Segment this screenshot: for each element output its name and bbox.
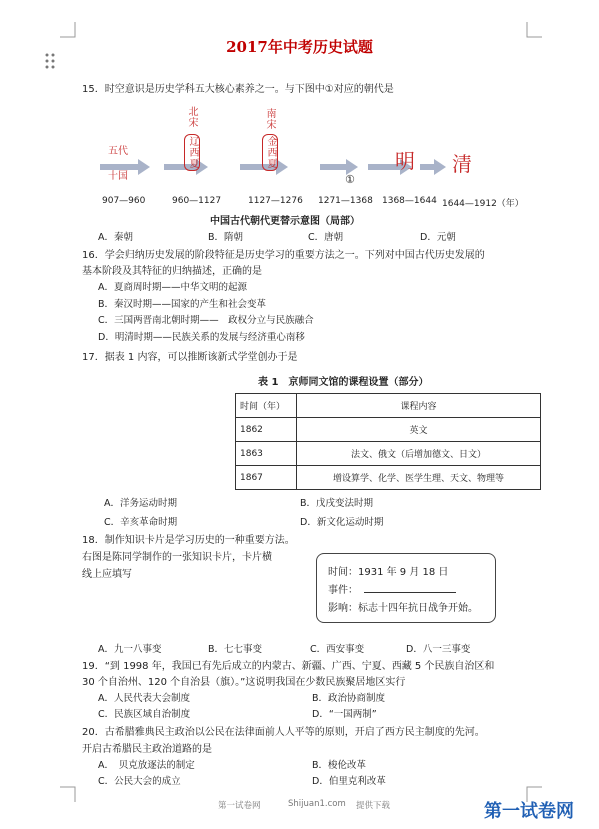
- label-xixia-2: 西夏: [265, 147, 276, 169]
- table-cell-content: 法文、俄文（后增加德文、日文）: [297, 442, 541, 466]
- q17-option-d[interactable]: D．新文化运动时期: [300, 517, 384, 528]
- table-header-row: [236, 394, 541, 418]
- q20-stem-line2: 开启古希腊民主政治道路的是: [82, 744, 212, 755]
- table-header-time: 时间（年）: [236, 394, 297, 418]
- q19-option-c[interactable]: C．民族区域自治制度: [98, 709, 191, 720]
- q16-stem-line1: 16．学会归纳历史发展的阶段特征是历史学习的重要方法之一。下列对中国古代历史发展的: [82, 250, 485, 261]
- q19-option-a[interactable]: A．人民代表大会制度: [98, 693, 190, 704]
- q16-stem-line2: 基本阶段及其特征的归纳描述，正确的是: [82, 266, 262, 277]
- q15-option-d[interactable]: D．元朝: [420, 232, 456, 243]
- timeline-caption: 中国古代朝代更替示意图（局部）: [210, 216, 360, 227]
- q15-option-b[interactable]: B．隋朝: [208, 232, 244, 243]
- q17-option-a[interactable]: A．洋务运动时期: [104, 498, 177, 509]
- q20-option-c[interactable]: C．公民大会的成立: [98, 776, 181, 787]
- crop-mark-bottom-left: [60, 786, 76, 802]
- table-header-content: 课程内容: [297, 394, 541, 418]
- table-cell-year: 1867: [236, 466, 297, 490]
- label-ming: 明: [395, 149, 415, 173]
- q15-option-a[interactable]: A．秦朝: [98, 232, 133, 243]
- q18-option-c[interactable]: C．西安事变: [310, 644, 365, 655]
- year-4: 1368—1644: [382, 196, 437, 206]
- label-xixia-1: 西夏: [187, 147, 198, 169]
- table-row: [236, 442, 541, 466]
- table-cell-year: 1862: [236, 418, 297, 442]
- label-bei-song: 北宋: [186, 106, 197, 128]
- q18-option-d[interactable]: D．八一三事变: [406, 644, 471, 655]
- table-row: [236, 466, 541, 490]
- year-5: 1644—1912（年）: [442, 199, 524, 209]
- seal-jin-xixia: [262, 134, 278, 171]
- year-2: 1127—1276: [248, 196, 303, 206]
- q16-option-c[interactable]: C．三国两晋南北朝时期—— 政权分立与民族融合: [98, 315, 314, 326]
- q17-option-b[interactable]: B．戊戌变法时期: [300, 498, 374, 509]
- label-jin: 金: [265, 136, 276, 147]
- year-0: 907—960: [102, 196, 146, 206]
- site-logo: 第一试卷网: [484, 801, 574, 822]
- q15-option-c[interactable]: C．唐朝: [308, 232, 344, 243]
- dynasty-timeline-arrows: [100, 158, 480, 178]
- card-time: 时间：1931 年 9 月 18 日: [328, 567, 449, 578]
- table-row: [236, 418, 541, 442]
- table-cell-year: 1863: [236, 442, 297, 466]
- q20-option-d[interactable]: D．伯里克利改革: [312, 776, 386, 787]
- course-table: [235, 393, 541, 490]
- footer-site-name: 第一试卷网: [218, 801, 261, 811]
- q18-stem-line3: 线上应填写: [82, 569, 132, 580]
- q17-option-c[interactable]: C．辛亥革命时期: [104, 517, 178, 528]
- q19-stem-line1: 19．“到 1998 年，我国已有先后成立的内蒙古、新疆、广西、宁夏、西藏 5 个民族自治区和: [82, 661, 495, 672]
- year-3: 1271—1368: [318, 196, 373, 206]
- q20-option-a[interactable]: A． 贝克放逐法的制定: [98, 760, 195, 771]
- q18-option-b[interactable]: B．七七事变: [208, 644, 263, 655]
- table-cell-content: 增设算学、化学、医学生理、天文、物理等: [297, 466, 541, 490]
- card-event-label: 事件：: [328, 585, 358, 596]
- q16-option-b[interactable]: B．秦汉时期——国家的产生和社会变革: [98, 299, 267, 310]
- q19-option-d[interactable]: D．“一国两制”: [312, 709, 377, 720]
- q17-stem: 17．据表 1 内容，可以推断该新式学堂创办于是: [82, 352, 298, 363]
- label-nan-song: 南宋: [264, 108, 275, 130]
- card-impact: 影响：标志十四年抗日战争开始。: [328, 603, 478, 614]
- label-five-dynasties: 五代: [108, 146, 128, 157]
- q19-stem-line2: 30 个自治州、120 个自治县（旗）。”这说明我国在少数民族聚居地区实行: [82, 677, 406, 688]
- q18-stem-line2: 右图是陈同学制作的一张知识卡片，卡片横: [82, 552, 272, 563]
- table-title: 表 1 京师同文馆的课程设置（部分）: [258, 377, 429, 388]
- label-circle-one: ①: [345, 173, 355, 186]
- footer-site-url[interactable]: Shijuan1.com: [288, 799, 346, 809]
- q15-stem: 15．时空意识是历史学科五大核心素养之一。与下图中①对应的朝代是: [82, 84, 394, 95]
- seal-liao-xixia: [184, 134, 200, 171]
- label-liao: 辽: [187, 136, 198, 147]
- year-1: 960—1127: [172, 196, 222, 206]
- label-ten-kingdoms: 十国: [108, 171, 128, 182]
- label-qing: 清: [452, 152, 472, 176]
- q16-option-d[interactable]: D．明清时期——民族关系的发展与经济重心南移: [98, 332, 305, 343]
- q18-stem-line1: 18．制作知识卡片是学习历史的一种重要方法。: [82, 535, 295, 546]
- footer-download-text: 提供下载: [356, 801, 391, 811]
- q19-option-b[interactable]: B．政治协商制度: [312, 693, 386, 704]
- q16-option-a[interactable]: A．夏商周时期——中华文明的起源: [98, 282, 247, 293]
- q18-option-a[interactable]: A．九一八事变: [98, 644, 162, 655]
- page-title: 2017年中考历史试题: [226, 38, 373, 56]
- q20-option-b[interactable]: B．梭伦改革: [312, 760, 367, 771]
- table-cell-content: 英文: [297, 418, 541, 442]
- card-event-blank[interactable]: [364, 592, 456, 593]
- q20-stem-line1: 20．古希腊雅典民主政治以公民在法律面前人人平等的原则，开启了西方民主制度的先河。: [82, 727, 485, 738]
